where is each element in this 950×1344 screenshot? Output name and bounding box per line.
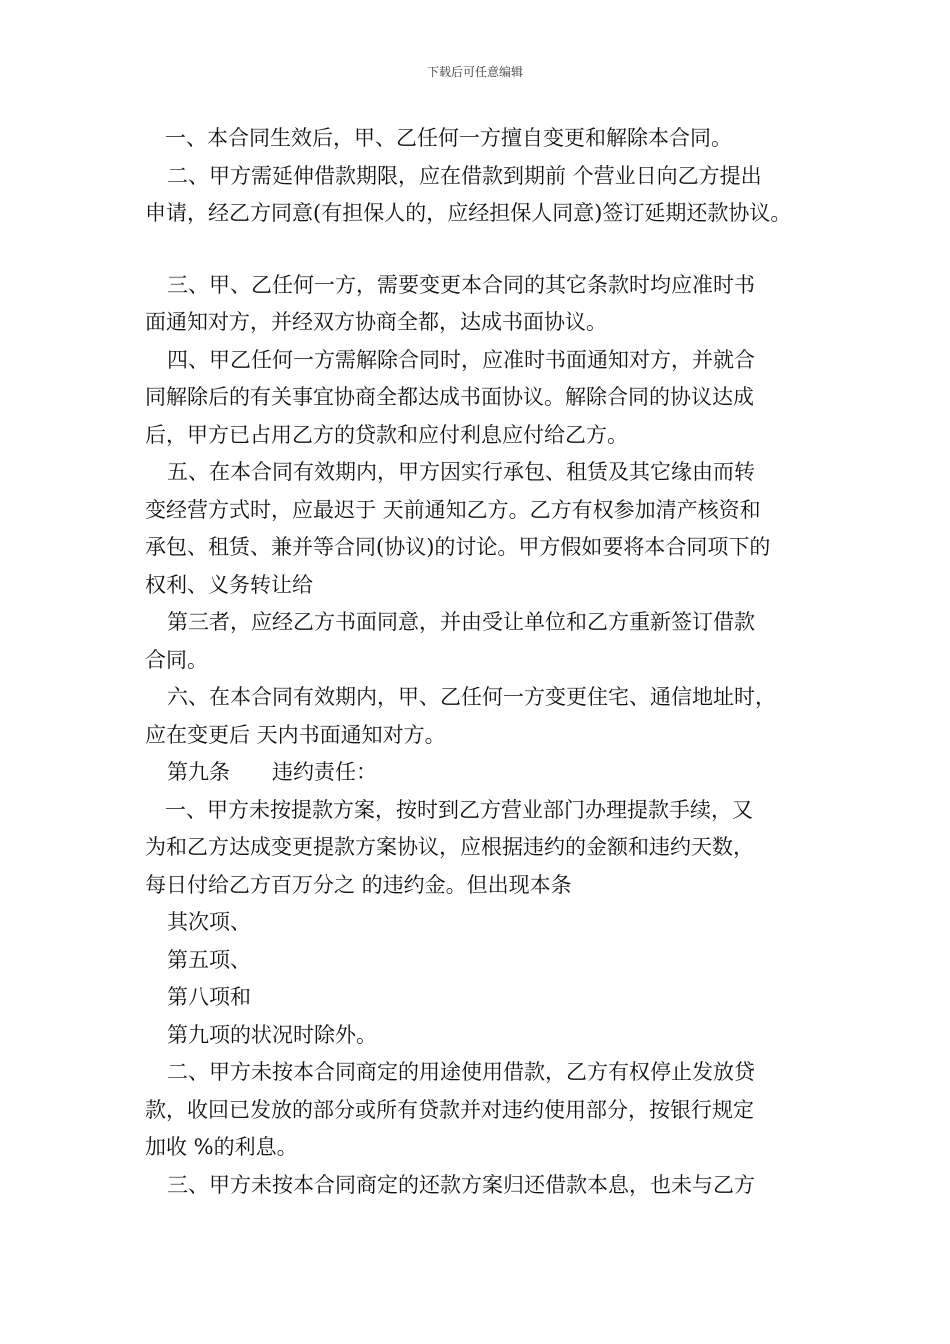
article-number: 第九条 [167, 760, 230, 784]
clause-text: 承包、租赁、兼并等合同(协议)的讨论。甲方假如要将本合同项下的 [145, 535, 771, 559]
clause-text: 二、甲方需延伸借款期限，应在借款到期前 个营业日向乙方提出 [167, 163, 762, 188]
clause-text: 其次项、 [167, 910, 251, 934]
clause-text: 第八项和 [167, 985, 251, 1009]
clause-text: 权利、义务转让给 [145, 572, 313, 597]
clause-text: 同解除后的有关事宜协商全都达成书面协议。解除合同的协议达成 [145, 385, 754, 409]
clause-text: 第九项的状况时除外。 [167, 1022, 377, 1047]
document-body [145, 120, 820, 1204]
clause-text: 面通知对方，并经双方协商全都，达成书面协议。 [145, 310, 607, 334]
article-title: 违约责任： [272, 760, 377, 784]
clause-text: 后，甲方已占用乙方的贷款和应付利息应付给乙方。 [145, 422, 628, 447]
clause-text: 六、在本合同有效期内，甲、乙任何一方变更住宅、通信地址时， [167, 685, 776, 709]
paragraph-gap [145, 233, 820, 267]
clause-text: 一、本合同生效后，甲、乙任何一方擅自变更和解除本合同。 [165, 126, 732, 150]
clause-text: 二、甲方未按本合同商定的用途使用借款，乙方有权停止发放贷 [167, 1060, 755, 1084]
clause-text: 变经营方式时，应最迟于 天前通知乙方。乙方有权参加清产核资和 [145, 497, 761, 522]
clause-text: 合同。 [145, 647, 208, 672]
page-header: 下载后可任意编辑 [426, 65, 523, 79]
article-heading [145, 754, 820, 792]
clause-text: 应在变更后 天内书面通知对方。 [145, 722, 446, 747]
clause-text: 第五项、 [167, 947, 251, 972]
clause-text: 三、甲、乙任何一方，需要变更本合同的其它条款时均应准时书 [167, 272, 755, 297]
clause-text: 五、在本合同有效期内，甲方因实行承包、租赁及其它缘由而转 [167, 460, 755, 484]
clause-text: 一、甲方未按提款方案，按时到乙方营业部门办理提款手续，又 [165, 797, 753, 822]
clause-text: 加收 %的利息。 [145, 1135, 298, 1159]
clause-text: 三、甲方未按本合同商定的还款方案归还借款本息，也未与乙方 [167, 1172, 755, 1197]
clause-text: 第三者，应经乙方书面同意，并由受让单位和乙方重新签订借款 [167, 610, 755, 634]
clause-text: 为和乙方达成变更提款方案协议，应根据违约的金额和违约天数， [145, 835, 754, 859]
clause-text: 每日付给乙方百万分之 的违约金。但出现本条 [145, 872, 572, 897]
clause-text: 款，收回已发放的部分或所有贷款并对违约使用部分，按银行规定 [145, 1097, 754, 1122]
clause-text: 四、甲乙任何一方需解除合同时，应准时书面通知对方，并就合 [167, 347, 755, 372]
clause-text: 申请，经乙方同意(有担保人的，应经担保人同意)签订延期还款协议。 [145, 201, 792, 225]
